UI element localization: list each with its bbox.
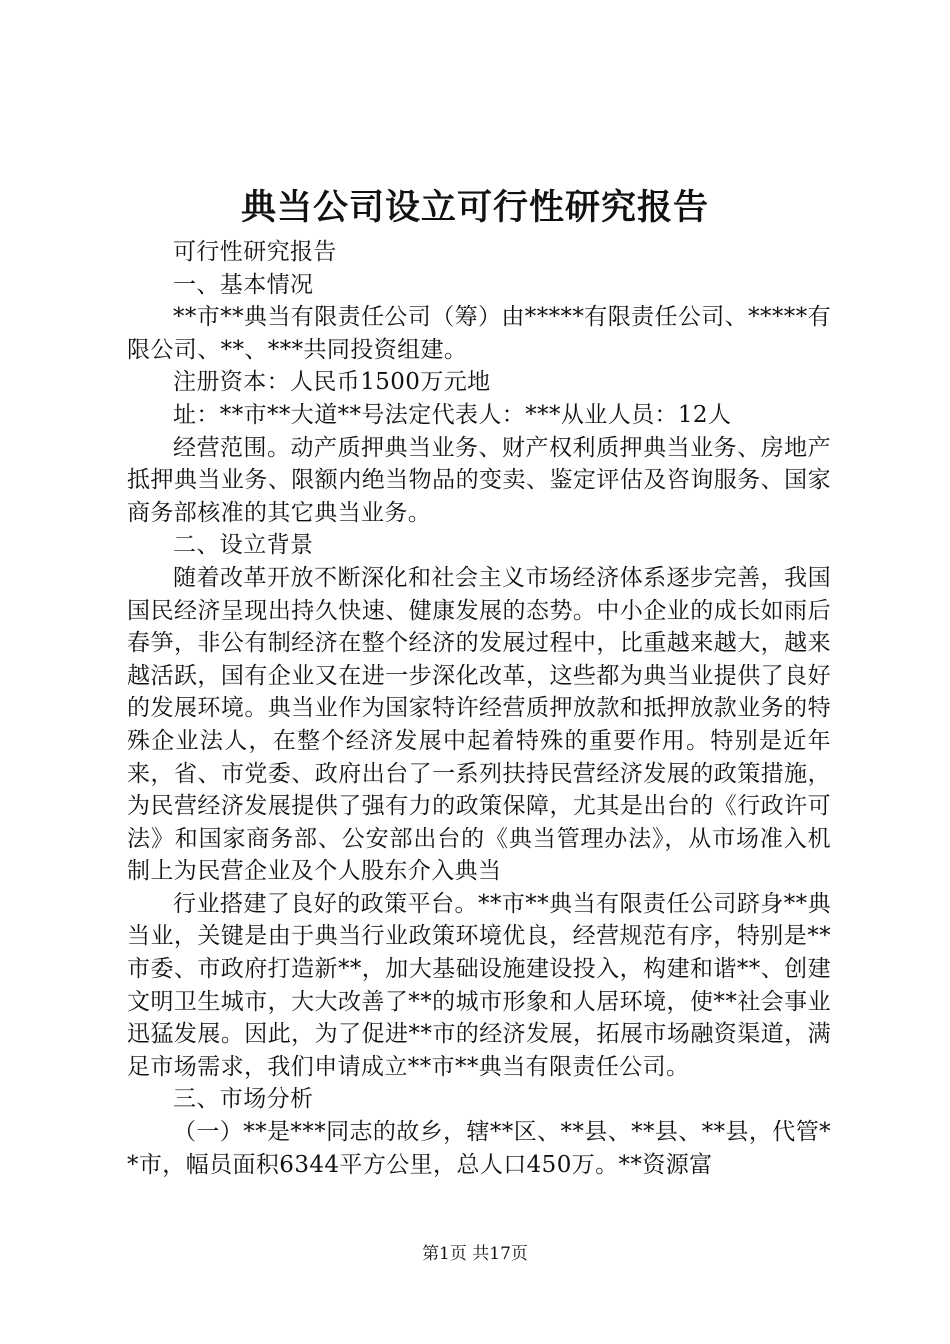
paragraph-subtitle: 可行性研究报告 (173, 239, 337, 265)
document-title: 典当公司设立可行性研究报告 (240, 187, 709, 228)
paragraph-address: 址：**市**大道**号法定代表人：***从业人员：12人 (173, 401, 732, 428)
document-body (127, 236, 831, 1181)
section-heading-basic-info: 一、基本情况 (173, 271, 314, 298)
paragraph-background-1: 随着改革开放不断深化和社会主义市场经济体系逐步完善，我国国民经济呈现出持久快速、健康发展的态势。中小企业的成长如雨后春笋，非公有制经济在整个经济的发展过程中，比重越来越大，越来越活跃，国有企业又在进一步深化改革，这些都为典当业提供了良好的发展环境。典当业作为国家特许经营质押放款和抵押放款业务的特殊企业法人，在整个经济发展中起着特殊的重要作用。特别是近年来，省、市党委、政府出台了一系列扶持民营经济发展的政策措施，为民营经济发展提供了强有力的政策保障，尤其是出台的《行政许可法》和国家商务部、公安部出台的《典当管理办法》，从市场准入机制上为民营企业及个人股东介入典当 (127, 564, 831, 885)
paragraph-business-scope: 经营范围。动产质押典当业务、财产权利质押典当业务、房地产抵押典当业务、限额内绝当物品的变卖、鉴定评估及咨询服务、国家商务部核准的其它典当业务。 (127, 434, 831, 526)
paragraph-market-1: （一）**是***同志的故乡，辖**区、**县、**县、**县，代管**市，幅员面积6344平方公里，总人口450万。**资源富 (127, 1119, 831, 1178)
paragraph-registered-capital: 注册资本：人民币1500万元地 (173, 369, 491, 396)
paragraph-company-formation: **市**典当有限责任公司（筹）由*****有限责任公司、*****有限公司、**、***共同投资组建。 (127, 304, 831, 363)
paragraph-background-2: 行业搭建了良好的政策平台。**市**典当有限责任公司跻身**典当业，关键是由于典当行业政策环境优良，经营规范有序，特别是**市委、市政府打造新**，加大基础设施建设投入，构建和谐**、创建文明卫生城市，大大改善了**的城市形象和人居环境，使**社会事业迅猛发展。因此，为了促进**市的经济发展，拓展市场融资渠道，满足市场需求，我们申请成立**市**典当有限责任公司。 (127, 890, 831, 1080)
section-heading-market-analysis: 三、市场分析 (173, 1086, 314, 1113)
page-number-footer: 第1页 共17页 (422, 1244, 528, 1264)
section-heading-background: 二、设立背景 (173, 532, 314, 559)
